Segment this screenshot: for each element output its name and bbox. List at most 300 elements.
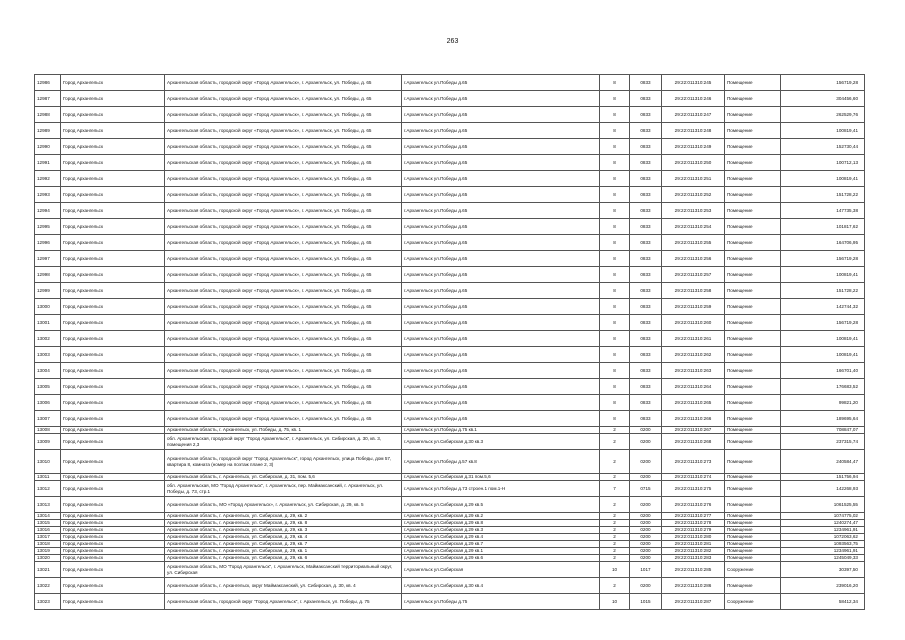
amount-cell: 30397,50 <box>781 562 865 578</box>
row-number: 13015 <box>35 520 61 527</box>
object-type-cell: Помещение <box>725 578 781 594</box>
row-number: 13017 <box>35 534 61 541</box>
table-row <box>35 363 865 379</box>
count-cell: 8 <box>600 139 630 155</box>
table-row <box>35 123 865 139</box>
amount-cell: 151728,22 <box>781 187 865 203</box>
full-address-cell: Архангельская область, городской округ «Город Архангельск», г. Архангельск, ул. Победы, д. 65 <box>165 91 402 107</box>
amount-cell: 100712,13 <box>781 155 865 171</box>
cadastral-number-cell: 29:22:011310:279 <box>662 527 725 534</box>
cadastral-number-cell: 29:22:011310:263 <box>662 363 725 379</box>
object-type-cell: Помещение <box>725 219 781 235</box>
short-address-cell: г.Архангельск ул.Победы д.75 <box>402 594 600 610</box>
object-type-cell: Помещение <box>725 107 781 123</box>
row-number: 12997 <box>35 251 61 267</box>
full-address-cell: обл. Архангельская, МО "Город Архангельск", г. Архангельск, пер. Маймаксанский, г. Архангельск, ул. Победы, д. 73, стр.1 <box>165 481 402 497</box>
code-cell: 0200 <box>630 578 662 594</box>
object-type-cell: Помещение <box>725 155 781 171</box>
amount-cell: 708847,07 <box>781 427 865 434</box>
row-number: 12988 <box>35 107 61 123</box>
row-number: 13007 <box>35 411 61 427</box>
settlement-cell: Город Архангельск <box>61 594 165 610</box>
short-address-cell: г.Архангельск ул.Сибирская д.29 кв.7 <box>402 541 600 548</box>
table-row <box>35 520 865 527</box>
object-type-cell: Помещение <box>725 235 781 251</box>
row-number: 13023 <box>35 594 61 610</box>
code-cell: 0833 <box>630 171 662 187</box>
object-type-cell: Помещение <box>725 91 781 107</box>
code-cell: 0833 <box>630 107 662 123</box>
settlement-cell: Город Архангельск <box>61 155 165 171</box>
settlement-cell: Город Архангельск <box>61 548 165 555</box>
object-type-cell: Помещение <box>725 75 781 91</box>
amount-cell: 100819,41 <box>781 171 865 187</box>
cadastral-number-cell: 29:22:011310:250 <box>662 155 725 171</box>
code-cell: 0200 <box>630 434 662 450</box>
settlement-cell: Город Архангельск <box>61 474 165 481</box>
short-address-cell: г.Архангельск ул.Победы д.65 <box>402 363 600 379</box>
code-cell: 0200 <box>630 527 662 534</box>
cadastral-number-cell: 29:22:011310:253 <box>662 203 725 219</box>
table-row <box>35 219 865 235</box>
full-address-cell: Архангельская область, городской округ «Город Архангельск», г. Архангельск, ул. Победы, д. 65 <box>165 411 402 427</box>
table-row <box>35 283 865 299</box>
short-address-cell: г.Архангельск ул.Победы д.65 <box>402 155 600 171</box>
full-address-cell: Архангельская область, городской округ "Город Архангельск", г. Архангельск, ул. Победы, д. 75 <box>165 594 402 610</box>
settlement-cell: Город Архангельск <box>61 187 165 203</box>
cadastral-number-cell: 29:22:011310:252 <box>662 187 725 203</box>
cadastral-number-cell: 29:22:011310:267 <box>662 427 725 434</box>
object-type-cell: Помещение <box>725 395 781 411</box>
table-row <box>35 187 865 203</box>
code-cell: 0833 <box>630 411 662 427</box>
count-cell: 8 <box>600 411 630 427</box>
full-address-cell: Архангельская область, городской округ «Город Архангельск», г. Архангельск, ул. Победы, д. 65 <box>165 347 402 363</box>
amount-cell: 237315,74 <box>781 434 865 450</box>
settlement-cell: Город Архангельск <box>61 203 165 219</box>
row-number: 12986 <box>35 75 61 91</box>
row-number: 13010 <box>35 450 61 474</box>
short-address-cell: г.Архангельск ул.Сибирская д.29 кв.3 <box>402 527 600 534</box>
settlement-cell: Город Архангельск <box>61 363 165 379</box>
count-cell: 8 <box>600 283 630 299</box>
short-address-cell: г.Архангельск ул.Победы д.65 <box>402 411 600 427</box>
full-address-cell: обл. Архангельская, городской округ "Город Архангельск", г. Архангельск, ул. Сибирская, д. 30, кв. 3, помещения 2,3 <box>165 434 402 450</box>
table-row <box>35 155 865 171</box>
table-row <box>35 534 865 541</box>
code-cell: 0200 <box>630 474 662 481</box>
count-cell: 8 <box>600 235 630 251</box>
count-cell: 8 <box>600 251 630 267</box>
full-address-cell: Архангельская область, г. Архангельск, ул. Сибирская, д. 29, кв. 4 <box>165 534 402 541</box>
code-cell: 0200 <box>630 534 662 541</box>
count-cell: 8 <box>600 267 630 283</box>
full-address-cell: Архангельская область, городской округ «Город Архангельск», г. Архангельск, ул. Победы, д. 65 <box>165 299 402 315</box>
object-type-cell: Сооружение <box>725 562 781 578</box>
count-cell: 2 <box>600 541 630 548</box>
code-cell: 0200 <box>630 555 662 562</box>
full-address-cell: Архангельская область, городской округ «Город Архангельск», г. Архангельск, ул. Победы, д. 65 <box>165 379 402 395</box>
settlement-cell: Город Архангельск <box>61 107 165 123</box>
full-address-cell: Архангельская область, городской округ «Город Архангельск», г. Архангельск, ул. Победы, д. 65 <box>165 331 402 347</box>
short-address-cell: г.Архангельск ул.Победы д.65 <box>402 75 600 91</box>
settlement-cell: Город Архангельск <box>61 427 165 434</box>
row-number: 12994 <box>35 203 61 219</box>
full-address-cell: Архангельская область, городской округ «Город Архангельск», г. Архангельск, ул. Победы, д. 65 <box>165 219 402 235</box>
settlement-cell: Город Архангельск <box>61 481 165 497</box>
settlement-cell: Город Архангельск <box>61 434 165 450</box>
amount-cell: 156719,28 <box>781 75 865 91</box>
settlement-cell: Город Архангельск <box>61 267 165 283</box>
table-row <box>35 474 865 481</box>
code-cell: 0833 <box>630 379 662 395</box>
full-address-cell: Архангельская область, МО «Город Архангельск», г. Архангельск, ул. Сибирская, д. 29, кв. 5 <box>165 497 402 513</box>
code-cell: 0833 <box>630 155 662 171</box>
amount-cell: 1240274,47 <box>781 520 865 527</box>
cadastral-table <box>34 74 865 610</box>
cadastral-number-cell: 29:22:011310:286 <box>662 578 725 594</box>
code-cell: 0833 <box>630 267 662 283</box>
table-row <box>35 594 865 610</box>
cadastral-number-cell: 29:22:011310:281 <box>662 541 725 548</box>
code-cell: 0833 <box>630 187 662 203</box>
settlement-cell: Город Архангельск <box>61 219 165 235</box>
amount-cell: 147735,38 <box>781 203 865 219</box>
settlement-cell: Город Архангельск <box>61 75 165 91</box>
full-address-cell: Архангельская область, городской округ «Город Архангельск», г. Архангельск, ул. Победы, д. 65 <box>165 75 402 91</box>
amount-cell: 189695,64 <box>781 411 865 427</box>
table-row <box>35 395 865 411</box>
table-row <box>35 427 865 434</box>
count-cell: 7 <box>600 481 630 497</box>
settlement-cell: Город Архангельск <box>61 315 165 331</box>
table-row <box>35 299 865 315</box>
short-address-cell: г.Архангельск ул.Победы д.65 <box>402 331 600 347</box>
count-cell: 2 <box>600 513 630 520</box>
cadastral-number-cell: 29:22:011310:262 <box>662 347 725 363</box>
cadastral-number-cell: 29:22:011310:273 <box>662 450 725 474</box>
settlement-cell: Город Архангельск <box>61 541 165 548</box>
short-address-cell: г.Архангельск ул.Сибирская д.29 кв.5 <box>402 497 600 513</box>
amount-cell: 100819,41 <box>781 123 865 139</box>
object-type-cell: Помещение <box>725 171 781 187</box>
cadastral-number-cell: 29:22:011310:258 <box>662 283 725 299</box>
code-cell: 0833 <box>630 75 662 91</box>
code-cell: 0833 <box>630 91 662 107</box>
object-type-cell: Помещение <box>725 541 781 548</box>
short-address-cell: г.Архангельск ул.Победы д.65 <box>402 123 600 139</box>
table-row <box>35 497 865 513</box>
short-address-cell: г.Архангельск ул.Победы д.65 <box>402 91 600 107</box>
full-address-cell: Архангельская область, городской округ «Город Архангельск», г. Архангельск, ул. Победы, д. 65 <box>165 139 402 155</box>
short-address-cell: г.Архангельск ул.Победы д.65 <box>402 395 600 411</box>
table-row <box>35 513 865 520</box>
table-row <box>35 315 865 331</box>
code-cell: 0200 <box>630 450 662 474</box>
settlement-cell: Город Архангельск <box>61 251 165 267</box>
object-type-cell: Помещение <box>725 379 781 395</box>
cadastral-number-cell: 29:22:011310:245 <box>662 75 725 91</box>
code-cell: 0200 <box>630 427 662 434</box>
count-cell: 8 <box>600 123 630 139</box>
amount-cell: 1072063,62 <box>781 534 865 541</box>
short-address-cell: г.Архангельск ул.Победы д.65 <box>402 267 600 283</box>
row-number: 13013 <box>35 497 61 513</box>
count-cell: 10 <box>600 594 630 610</box>
table-row <box>35 267 865 283</box>
object-type-cell: Помещение <box>725 474 781 481</box>
table-row <box>35 434 865 450</box>
code-cell: 0833 <box>630 251 662 267</box>
full-address-cell: Архангельская область, г. Архангельск, ул. Победы, д. 75, кв. 1 <box>165 427 402 434</box>
count-cell: 8 <box>600 75 630 91</box>
object-type-cell: Помещение <box>725 497 781 513</box>
table-row <box>35 251 865 267</box>
row-number: 13003 <box>35 347 61 363</box>
row-number: 13012 <box>35 481 61 497</box>
settlement-cell: Город Архангельск <box>61 534 165 541</box>
cadastral-number-cell: 29:22:011310:256 <box>662 251 725 267</box>
count-cell: 2 <box>600 474 630 481</box>
row-number: 12993 <box>35 187 61 203</box>
row-number: 12998 <box>35 267 61 283</box>
cadastral-number-cell: 29:22:011310:277 <box>662 513 725 520</box>
page-number: 263 <box>446 38 459 45</box>
full-address-cell: Архангельская область, городской округ «Город Архангельск», г. Архангельск, ул. Победы, д. 65 <box>165 235 402 251</box>
short-address-cell: г.Архангельск ул.Победы д.65 <box>402 315 600 331</box>
object-type-cell: Сооружение <box>725 594 781 610</box>
row-number: 13000 <box>35 299 61 315</box>
cadastral-number-cell: 29:22:011310:264 <box>662 379 725 395</box>
table-row <box>35 379 865 395</box>
amount-cell: 240584,47 <box>781 450 865 474</box>
settlement-cell: Город Архангельск <box>61 520 165 527</box>
row-number: 13018 <box>35 541 61 548</box>
object-type-cell: Помещение <box>725 187 781 203</box>
table-row <box>35 347 865 363</box>
full-address-cell: Архангельская область, городской округ «Город Архангельск», г. Архангельск, ул. Победы, д. 65 <box>165 251 402 267</box>
amount-cell: 1234961,91 <box>781 548 865 555</box>
amount-cell: 58412,34 <box>781 594 865 610</box>
code-cell: 0833 <box>630 123 662 139</box>
short-address-cell: г.Архангельск ул.Победы д.65 <box>402 171 600 187</box>
full-address-cell: Архангельская область, городской округ «Город Архангельск», г. Архангельск, ул. Победы, д. 65 <box>165 315 402 331</box>
object-type-cell: Помещение <box>725 555 781 562</box>
count-cell: 2 <box>600 555 630 562</box>
amount-cell: 100819,41 <box>781 267 865 283</box>
count-cell: 2 <box>600 434 630 450</box>
full-address-cell: Архангельская область, г. Архангельск, ул. Сибирская, д. 29, кв. 3 <box>165 527 402 534</box>
amount-cell: 164706,95 <box>781 235 865 251</box>
short-address-cell: г.Архангельск ул.Сибирская д.29 кв.4 <box>402 534 600 541</box>
amount-cell: 151728,22 <box>781 283 865 299</box>
object-type-cell: Помещение <box>725 299 781 315</box>
full-address-cell: Архангельская область, МО "Город Архангельск", г. Архангельск, Маймаксанский территориальный округ, ул. Сибирская <box>165 562 402 578</box>
code-cell: 0200 <box>630 541 662 548</box>
cadastral-number-cell: 29:22:011310:274 <box>662 474 725 481</box>
row-number: 13022 <box>35 578 61 594</box>
cadastral-number-cell: 29:22:011310:247 <box>662 107 725 123</box>
row-number: 12999 <box>35 283 61 299</box>
table-row <box>35 235 865 251</box>
full-address-cell: Архангельская область, г. Архангельск, ул. Сибирская, д. 29, кв. 8 <box>165 520 402 527</box>
cadastral-number-cell: 29:22:011310:280 <box>662 534 725 541</box>
table-row <box>35 203 865 219</box>
cadastral-number-cell: 29:22:011310:248 <box>662 123 725 139</box>
count-cell: 2 <box>600 548 630 555</box>
cadastral-number-cell: 29:22:011310:266 <box>662 411 725 427</box>
row-number: 12996 <box>35 235 61 251</box>
full-address-cell: Архангельская область, городской округ «Город Архангельск», г. Архангельск, ул. Победы, д. 65 <box>165 107 402 123</box>
table-row <box>35 562 865 578</box>
row-number: 12991 <box>35 155 61 171</box>
amount-cell: 166701,40 <box>781 363 865 379</box>
full-address-cell: Архангельская область, г. Архангельск, ул. Сибирская, д. 31, пом. 5,6 <box>165 474 402 481</box>
full-address-cell: Архангельская область, городской округ «Город Архангельск», г. Архангельск, ул. Победы, д. 65 <box>165 267 402 283</box>
full-address-cell: Архангельская область, городской округ «Город Архангельск», г. Архангельск, ул. Победы, д. 65 <box>165 283 402 299</box>
object-type-cell: Помещение <box>725 411 781 427</box>
cadastral-number-cell: 29:22:011310:261 <box>662 331 725 347</box>
amount-cell: 156719,28 <box>781 251 865 267</box>
table-row <box>35 91 865 107</box>
table-row <box>35 481 865 497</box>
cadastral-number-cell: 29:22:011310:254 <box>662 219 725 235</box>
count-cell: 8 <box>600 379 630 395</box>
count-cell: 2 <box>600 578 630 594</box>
settlement-cell: Город Архангельск <box>61 91 165 107</box>
count-cell: 8 <box>600 155 630 171</box>
table-row <box>35 139 865 155</box>
settlement-cell: Город Архангельск <box>61 379 165 395</box>
object-type-cell: Помещение <box>725 434 781 450</box>
amount-cell: 262529,76 <box>781 107 865 123</box>
short-address-cell: г.Архангельск ул.Сибирская д.30 кв.4 <box>402 578 600 594</box>
settlement-cell: Город Архангельск <box>61 235 165 251</box>
amount-cell: 100819,41 <box>781 331 865 347</box>
row-number: 13004 <box>35 363 61 379</box>
settlement-cell: Город Архангельск <box>61 139 165 155</box>
short-address-cell: г.Архангельск ул.Сибирская д.29 кв.1 <box>402 548 600 555</box>
table-row <box>35 548 865 555</box>
row-number: 13006 <box>35 395 61 411</box>
cadastral-number-cell: 29:22:011310:259 <box>662 299 725 315</box>
row-number: 13016 <box>35 527 61 534</box>
amount-cell: 1074775,02 <box>781 513 865 520</box>
short-address-cell: г.Архангельск ул.Сибирская <box>402 562 600 578</box>
table-row <box>35 411 865 427</box>
full-address-cell: Архангельская область, городской округ «Город Архангельск», г. Архангельск, ул. Победы, д. 65 <box>165 395 402 411</box>
amount-cell: 239016,20 <box>781 578 865 594</box>
settlement-cell: Город Архангельск <box>61 411 165 427</box>
count-cell: 8 <box>600 363 630 379</box>
full-address-cell: Архангельская область, городской округ «Город Архангельск», г. Архангельск, ул. Победы, д. 65 <box>165 203 402 219</box>
count-cell: 8 <box>600 315 630 331</box>
row-number: 12995 <box>35 219 61 235</box>
settlement-cell: Город Архангельск <box>61 555 165 562</box>
full-address-cell: Архангельская область, городской округ "Город Архангельск", город Архангельск, улица Победы, дом 57, квартира 8, комната (номер на поэтаж плане 2, 3) <box>165 450 402 474</box>
row-number: 13005 <box>35 379 61 395</box>
code-cell: 0833 <box>630 395 662 411</box>
row-number: 12992 <box>35 171 61 187</box>
count-cell: 8 <box>600 219 630 235</box>
row-number: 13019 <box>35 548 61 555</box>
cadastral-number-cell: 29:22:011310:246 <box>662 91 725 107</box>
count-cell: 2 <box>600 534 630 541</box>
cadastral-number-cell: 29:22:011310:285 <box>662 562 725 578</box>
object-type-cell: Помещение <box>725 123 781 139</box>
row-number: 13011 <box>35 474 61 481</box>
amount-cell: 100819,41 <box>781 347 865 363</box>
cadastral-number-cell: 29:22:011310:276 <box>662 497 725 513</box>
row-number: 13009 <box>35 434 61 450</box>
code-cell: 0833 <box>630 331 662 347</box>
row-number: 13002 <box>35 331 61 347</box>
object-type-cell: Помещение <box>725 203 781 219</box>
row-number: 13020 <box>35 555 61 562</box>
cadastral-number-cell: 29:22:011310:283 <box>662 555 725 562</box>
settlement-cell: Город Архангельск <box>61 578 165 594</box>
cadastral-number-cell: 29:22:011310:255 <box>662 235 725 251</box>
cadastral-number-cell: 29:22:011310:282 <box>662 548 725 555</box>
short-address-cell: г.Архангельск ул.Сибирская д.29 кв.8 <box>402 520 600 527</box>
row-number: 13014 <box>35 513 61 520</box>
full-address-cell: Архангельская область, городской округ «Город Архангельск», г. Архангельск, ул. Победы, д. 65 <box>165 363 402 379</box>
object-type-cell: Помещение <box>725 139 781 155</box>
amount-cell: 1061525,55 <box>781 497 865 513</box>
table-row <box>35 527 865 534</box>
object-type-cell: Помещение <box>725 450 781 474</box>
settlement-cell: Город Архангельск <box>61 347 165 363</box>
table-row <box>35 578 865 594</box>
short-address-cell: г.Архангельск ул.Победы д.65 <box>402 139 600 155</box>
table-row <box>35 171 865 187</box>
settlement-cell: Город Архангельск <box>61 562 165 578</box>
count-cell: 8 <box>600 299 630 315</box>
settlement-cell: Город Архангельск <box>61 395 165 411</box>
code-cell: 0200 <box>630 497 662 513</box>
row-number: 12987 <box>35 91 61 107</box>
amount-cell: 142268,93 <box>781 481 865 497</box>
count-cell: 8 <box>600 347 630 363</box>
count-cell: 2 <box>600 450 630 474</box>
short-address-cell: г.Архангельск ул.Сибирская д.30 кв.3 <box>402 434 600 450</box>
cadastral-number-cell: 29:22:011310:251 <box>662 171 725 187</box>
code-cell: 0200 <box>630 548 662 555</box>
row-number: 12990 <box>35 139 61 155</box>
code-cell: 0833 <box>630 139 662 155</box>
count-cell: 8 <box>600 331 630 347</box>
object-type-cell: Помещение <box>725 513 781 520</box>
short-address-cell: г.Архангельск ул.Победы д.65 <box>402 219 600 235</box>
amount-cell: 1245049,33 <box>781 555 865 562</box>
short-address-cell: г.Архангельск ул.Победы д.65 <box>402 299 600 315</box>
cadastral-number-cell: 29:22:011310:287 <box>662 594 725 610</box>
count-cell: 2 <box>600 520 630 527</box>
row-number: 13008 <box>35 427 61 434</box>
short-address-cell: г.Архангельск ул.Победы д.65 <box>402 251 600 267</box>
settlement-cell: Город Архангельск <box>61 513 165 520</box>
object-type-cell: Помещение <box>725 427 781 434</box>
full-address-cell: Архангельская область, г. Архангельск, округ Маймаксанский, ул. Сибирская, д. 30, кв. 4 <box>165 578 402 594</box>
object-type-cell: Помещение <box>725 347 781 363</box>
code-cell: 0200 <box>630 513 662 520</box>
code-cell: 0833 <box>630 299 662 315</box>
short-address-cell: г.Архангельск ул.Победы д.65 <box>402 107 600 123</box>
row-number: 13021 <box>35 562 61 578</box>
settlement-cell: Город Архангельск <box>61 283 165 299</box>
table-row <box>35 331 865 347</box>
short-address-cell: г.Архангельск ул.Победы д.65 <box>402 203 600 219</box>
